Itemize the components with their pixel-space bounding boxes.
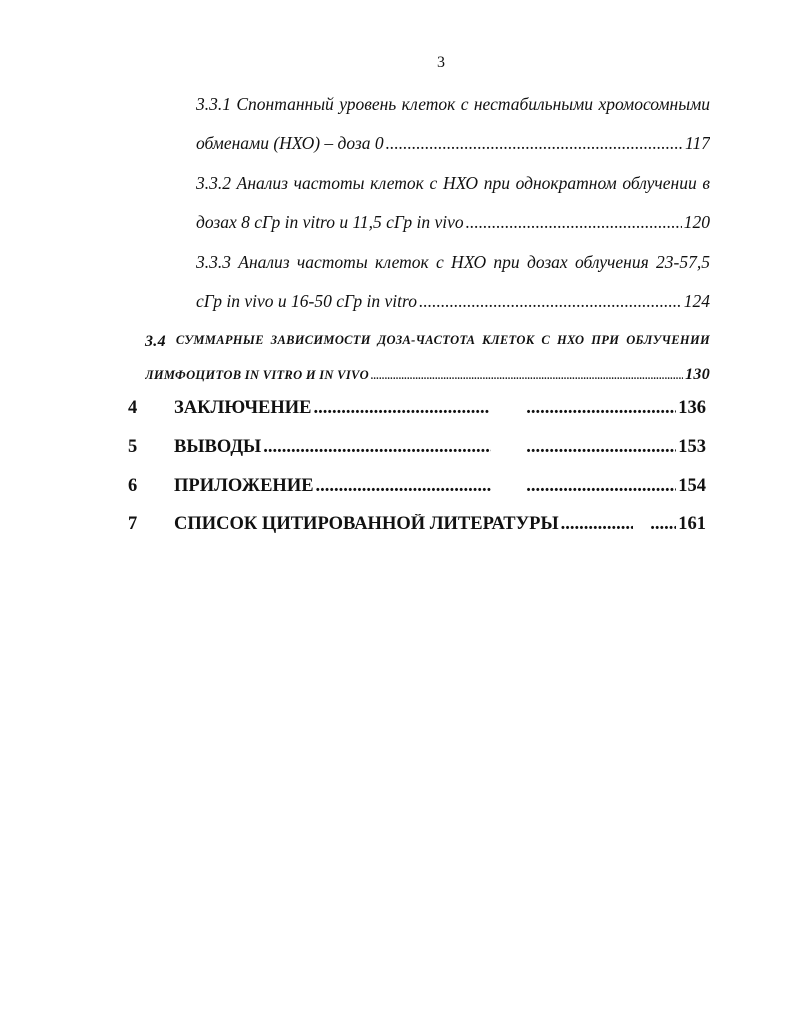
toc-page-number: 124 — [683, 291, 710, 311]
section-number: 7 — [128, 514, 138, 534]
section-number: 6 — [128, 476, 138, 496]
dot-leader — [316, 476, 491, 497]
dot-leader — [526, 398, 676, 419]
toc-section-title: СПИСОК ЦИТИРОВАННОЙ ЛИТЕРАТУРЫ — [174, 514, 559, 534]
toc-entry-title: СУММАРНЫЕ ЗАВИСИМОСТИ ДОЗА-ЧАСТОТА КЛЕТОК С НХО ПРИ ОБЛУЧЕНИИ — [175, 333, 710, 347]
toc-section-title: ВЫВОДЫ — [174, 437, 262, 457]
toc-entry-3-4-line1 — [145, 333, 710, 351]
toc-entry-title: ЛИМФОЦИТОВ IN VITRO И IN VIVO — [145, 368, 369, 382]
dot-leader — [650, 514, 676, 535]
toc-entry-number: 3.4 — [145, 333, 166, 350]
section-number: 4 — [128, 398, 138, 418]
dot-leader — [386, 133, 683, 154]
toc-entry-3-3-2[interactable] — [196, 212, 710, 233]
toc-page-number: 120 — [683, 212, 710, 232]
toc-section-title: ПРИЛОЖЕНИЕ — [174, 476, 314, 496]
page-number: 3 — [437, 54, 445, 71]
toc-section-6[interactable] — [174, 476, 706, 497]
toc-entry-3-3-3-line1: 3.3.3 Анализ частоты клеток с НХО при дозах облучения 23-57,5 — [196, 252, 710, 272]
toc-entry-title: дозах 8 сГр in vitro и 11,5 сГр in vivo — [196, 212, 464, 232]
dot-leader — [466, 212, 682, 233]
dot-leader — [526, 437, 676, 458]
toc-page-number: 154 — [678, 476, 706, 496]
dot-leader — [419, 291, 682, 312]
toc-section-5[interactable] — [174, 437, 706, 458]
toc-entry-3-3-1-line1: 3.3.1 Спонтанный уровень клеток с нестабильными хромосомными — [196, 94, 710, 114]
section-number: 5 — [128, 437, 138, 457]
dot-leader — [561, 514, 633, 535]
dot-leader — [263, 437, 491, 458]
toc-page-number: 130 — [685, 366, 710, 383]
toc-page-number: 136 — [678, 398, 706, 418]
toc-entry-3-3-3[interactable] — [196, 291, 710, 312]
toc-section-title: ЗАКЛЮЧЕНИЕ — [174, 398, 312, 418]
toc-section-4[interactable] — [174, 398, 706, 419]
toc-entry-3-4[interactable] — [145, 366, 710, 384]
toc-page-number: 161 — [678, 514, 706, 534]
toc-entry-3-3-2-line1: 3.3.2 Анализ частоты клеток с НХО при однократном облучении в — [196, 173, 710, 193]
toc-page-number: 117 — [685, 133, 710, 153]
toc-section-7[interactable] — [174, 514, 706, 535]
toc-entry-title: сГр in vivo и 16-50 сГр in vitro — [196, 291, 417, 311]
dot-leader — [371, 371, 683, 382]
toc-entry-title: обменами (НХО) – доза 0 — [196, 133, 384, 153]
toc-page-number: 153 — [678, 437, 706, 457]
toc-entry-3-3-1[interactable] — [196, 133, 710, 154]
dot-leader — [314, 398, 489, 419]
dot-leader — [526, 476, 676, 497]
